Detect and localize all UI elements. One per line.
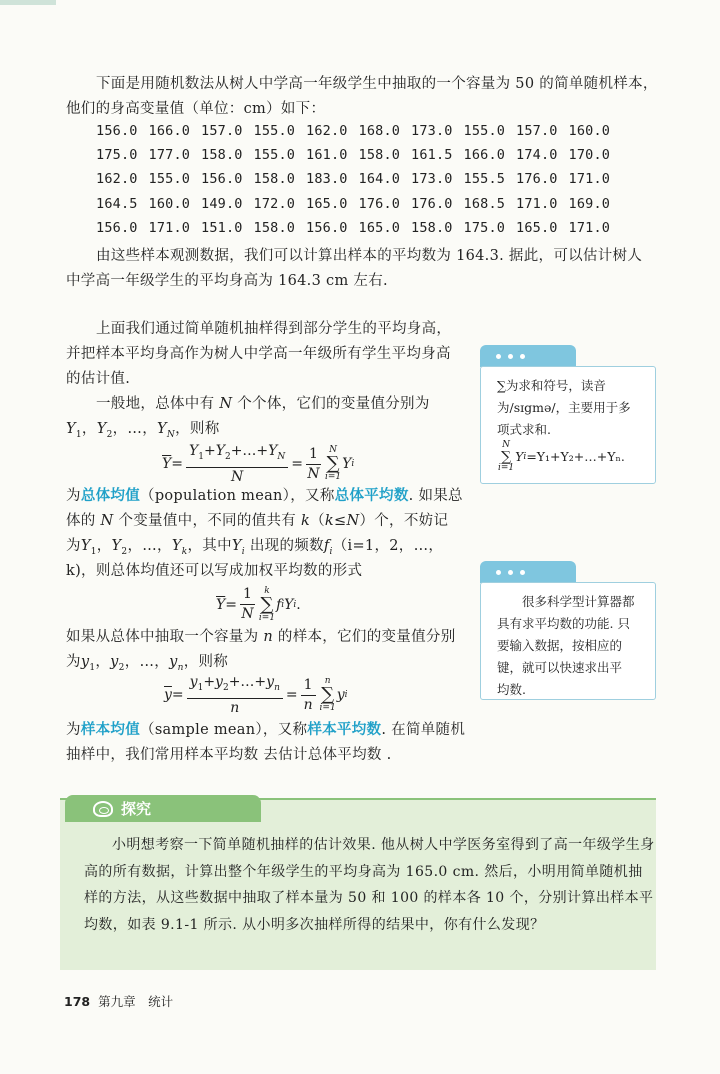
main-p1-line-1: 上面我们通过简单随机抽样得到部分学生的平均身高， — [96, 321, 452, 337]
explore-text — [84, 832, 656, 938]
table-cell: 158.0 — [253, 219, 296, 236]
dot — [496, 570, 501, 575]
text-span: 如果从总体中抽取一个容量为 — [66, 629, 259, 645]
table-cell: 160.0 — [568, 123, 611, 140]
top-edge-mark — [0, 0, 56, 5]
text-span: 体的 — [66, 513, 96, 529]
main-p3-line-4: k)，则总体均值还可以写成加权平均数的形式 — [66, 563, 363, 579]
table-cell: 166.0 — [463, 147, 506, 164]
table-cell: 155.0 — [463, 123, 506, 140]
main-p1-line-2: 并把样本平均身高作为树人中学高一年级所有学生平均身高 — [66, 346, 451, 362]
table-row — [96, 216, 621, 240]
table-cell: 171.0 — [148, 219, 191, 236]
table-cell: 158.0 — [411, 219, 453, 236]
dot — [496, 354, 501, 359]
table-cell: 176.0 — [358, 195, 401, 212]
table-cell: 173.0 — [411, 171, 453, 188]
text-span: （sample mean），又称 — [140, 722, 308, 738]
main-p2-line-2: $Y_1$，$Y_2$，…，$Y_N$，则称 — [66, 421, 220, 440]
table-cell: 156.0 — [306, 219, 348, 236]
table-cell: 168.0 — [358, 123, 401, 140]
table-cell: 158.0 — [253, 171, 296, 188]
side-note-formula: N ∑ i=1 Y i =Y₁+Y₂+…+Yₙ. — [498, 440, 625, 473]
dot — [520, 354, 525, 359]
table-cell: 164.5 — [96, 195, 138, 212]
side-note-text: 为/sɪgmə/，主要用于多 — [497, 400, 631, 415]
text-span: 出现的频数 — [249, 538, 324, 554]
term-sample-mean: 样本均值 — [80, 722, 141, 738]
page-number: 178 — [64, 994, 91, 1009]
def-sample-mean — [66, 718, 465, 743]
conclusion-line-1: 由这些样本观测数据，我们可以计算出样本的平均数为 164.3. 据此，可以估计树人 — [96, 248, 643, 264]
table-cell: 155.0 — [148, 171, 191, 188]
table-cell: 162.0 — [96, 171, 138, 188]
dot — [508, 570, 513, 575]
text-span: 为 — [66, 654, 81, 670]
table-cell: 168.5 — [463, 195, 506, 212]
side-note-text: 很多科学型计算器都 — [522, 594, 635, 609]
population-mean-formula: $\overline{Y}$ = $\frac{Y_1+Y_2+\dots+Y_N}{N}$ = $\frac{1}{N}$ N ∑ i=1 Y i — [162, 443, 355, 485]
side-note-text: 项式求和. — [497, 422, 551, 437]
table-cell: 165.0 — [306, 195, 348, 212]
main-last-line: 抽样中，我们常用样本平均数 去估计总体平均数 . — [66, 747, 392, 763]
page-footer — [64, 992, 173, 1010]
text-span: ，则称 — [175, 421, 220, 437]
text-span: . 如果总 — [408, 488, 463, 504]
table-cell: 165.0 — [358, 219, 401, 236]
table-cell: 155.0 — [253, 147, 296, 164]
table-cell: 165.0 — [516, 219, 558, 236]
table-row — [96, 192, 621, 216]
table-row — [96, 143, 621, 167]
table-row — [96, 119, 621, 143]
term-population-average: 总体平均数 — [334, 488, 409, 504]
side-note-text: 要输入数据，按相应的 — [497, 638, 623, 653]
table-cell: 170.0 — [568, 147, 611, 164]
text-span: ，则称 — [183, 654, 229, 670]
table-cell: 183.0 — [306, 171, 348, 188]
table-cell: 175.0 — [96, 147, 138, 164]
table-cell: 155.5 — [463, 171, 506, 188]
text-span: 为 — [66, 488, 81, 504]
intro-line-2: 他们的身高变量值（单位：cm）如下： — [66, 101, 326, 117]
text-span: =Y₁+Y₂+…+Yₙ. — [526, 449, 625, 464]
table-cell: 173.0 — [411, 123, 453, 140]
side-note-sigma — [480, 366, 656, 484]
table-cell: 176.0 — [411, 195, 453, 212]
sample-mean-formula: $\overline{y}$ = $\frac{y_1+y_2+\dots+y_n}{n}$ = $\frac{1}{n}$ n ∑ i=1 y i — [164, 674, 348, 716]
explore-tab — [65, 795, 261, 822]
explore-icon — [93, 801, 113, 817]
table-cell: 174.0 — [516, 147, 558, 164]
explore-title: 探究 — [121, 800, 152, 818]
text-span: . 在简单随机 — [381, 722, 466, 738]
table-cell: 161.5 — [411, 147, 453, 164]
term-population-mean: 总体均值 — [80, 488, 141, 504]
table-cell: 155.0 — [253, 123, 296, 140]
dot — [508, 354, 513, 359]
side-note-calculator — [480, 582, 656, 700]
intro-line-1: 下面是用随机数法从树人中学高一年级学生中抽取的一个容量为 50 的简单随机样本， — [96, 76, 658, 92]
table-cell: 156.0 — [96, 219, 138, 236]
text-span: 为 — [66, 538, 81, 554]
table-cell: 175.0 — [463, 219, 506, 236]
height-data-table — [96, 119, 621, 240]
table-cell: 157.0 — [516, 123, 558, 140]
table-cell: 177.0 — [148, 147, 191, 164]
side-note-2-tab — [480, 561, 576, 583]
main-p4-line-1: 如果从总体中抽取一个容量为 n 的样本，它们的变量值分别 — [66, 629, 456, 645]
table-cell: 176.0 — [516, 171, 558, 188]
side-note-text: 键，就可以快速求出平 — [497, 660, 623, 675]
main-p3-line-2: 体的 N 个变量值中，不同的值共有 k（k≤N）个，不妨记 — [66, 513, 449, 529]
conclusion-line-2: 中学高一年级学生的平均身高为 164.3 cm 左右. — [66, 273, 388, 289]
table-cell: 157.0 — [201, 123, 243, 140]
table-cell: 151.0 — [201, 219, 243, 236]
text-span: 一般地，总体中有 — [96, 396, 215, 412]
table-cell: 171.0 — [516, 195, 558, 212]
table-row — [96, 167, 621, 191]
text-span: （population mean），又称 — [140, 488, 335, 504]
text-span: 的样本，它们的变量值分别 — [277, 629, 456, 645]
table-cell: 166.0 — [148, 123, 191, 140]
side-note-text: 具有求平均数的功能. 只 — [497, 616, 630, 631]
table-cell: 164.0 — [358, 171, 401, 188]
table-cell: 156.0 — [96, 123, 138, 140]
term-sample-average: 样本平均数 — [307, 722, 382, 738]
text-span: 小明想考察一下简单随机抽样的估计效果. 他从树人中学医务室得到了高一年级学生身高的所有数据，计算出整个年级学生的平均身高为 165.0 cm. 然后，小明用简单随机抽样的方法，从这些数据中抽取了样本量为 50 和 100 的样本各 10 个，分别计算出样本平均数，如表 9.1-1 所示. 从小明多次抽样所得的结果中，你有什么发现？ — [84, 837, 655, 933]
table-cell: 156.0 — [201, 171, 243, 188]
table-cell: 161.0 — [306, 147, 348, 164]
side-note-1-tab — [480, 345, 576, 367]
chapter-label: 第九章 统计 — [98, 994, 174, 1009]
table-cell: 171.0 — [568, 171, 611, 188]
text-span: （i=1，2，…， — [332, 538, 444, 554]
dot — [520, 570, 525, 575]
main-p1-line-3: 的估计值. — [66, 371, 131, 387]
table-cell: 171.0 — [568, 219, 611, 236]
weighted-mean-formula: $\overline{Y}$ = $\frac{1}{N}$ k ∑ i=1 f i Y i . — [216, 585, 301, 623]
table-cell: 162.0 — [306, 123, 348, 140]
text-span: 个，不妨记 — [374, 513, 449, 529]
side-note-text: ∑为求和符号，读音 — [497, 378, 606, 393]
side-note-text: 均数. — [497, 682, 526, 697]
table-cell: 158.0 — [201, 147, 243, 164]
main-p4-line-2: 为$y_1$，$y_2$，…，$y_n$，则称 — [66, 654, 229, 673]
def-population-mean — [66, 484, 463, 509]
text-span: 个个体，它们的变量值分别为 — [237, 396, 430, 412]
table-cell: 158.0 — [358, 147, 401, 164]
text-span: 为 — [66, 722, 81, 738]
main-p2-line-1: 一般地，总体中有 N 个个体，它们的变量值分别为 — [96, 396, 430, 412]
table-cell: 149.0 — [201, 195, 243, 212]
table-cell: 169.0 — [568, 195, 611, 212]
table-cell: 160.0 — [148, 195, 191, 212]
text-span: 个变量值中，不同的值共有 — [118, 513, 297, 529]
main-p3-line-3: 为$Y_1$，$Y_2$，…，$Y_k$，其中$Y_i$ 出现的频数$f_i(i=1$，2，…， — [66, 538, 444, 557]
table-cell: 172.0 — [253, 195, 296, 212]
text-span: ，其中 — [187, 538, 232, 554]
